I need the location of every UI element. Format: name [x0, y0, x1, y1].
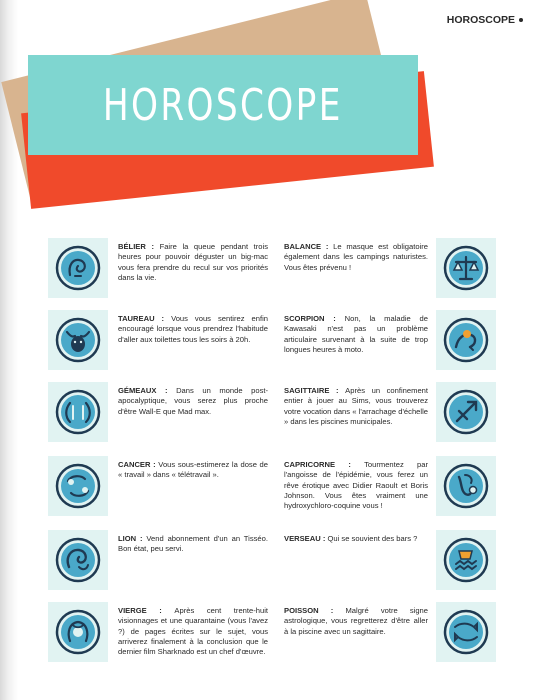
sign-text: Le masque est obligatoire également dans les campings naturistes. Vous êtes prévenu !: [284, 242, 428, 272]
sign-name: POISSON: [284, 606, 319, 615]
title-banner: [28, 55, 418, 155]
sign-name: SAGITTAIRE: [284, 386, 330, 395]
section-label-text: HOROSCOPE: [446, 14, 515, 26]
sign-vierge: VIERGE : Après cent trente-huit visionnages et une quarantaine (vous l'avez ?) de pages écrites sur le sujet, vous arriverez finalement à la conclusion que le dernier film Sharknado est un chef d'œuvre.: [48, 602, 268, 662]
cancer-icon: [48, 456, 108, 516]
capricorn-icon: [436, 456, 496, 516]
gemini-icon: [48, 382, 108, 442]
sign-name: CAPRICORNE: [284, 460, 336, 469]
sign-verseau: VERSEAU : Qui se souvient des bars ?: [284, 530, 496, 590]
sign-text: Non, la maladie de Kawasaki n'est pas un problème articulaire survenant à la suite de trop longues heures à moto.: [284, 314, 429, 354]
sign-text: Vend abonnement d'un an Tisséo. Bon état, peu servi.: [118, 534, 268, 554]
sign-sagittaire: SAGITTAIRE : Après un confinement entier à jouer au Sims, vous trouverez votre vocation dans « l'arrachage d'échelle » dans les piscines municipales.: [284, 382, 496, 442]
sign-capricorne: CAPRICORNE : Tourmentez par l'angoisse de l'épidémie, vous ferez un rêve érotique avec Didier Raoult et Boris Johnson. Vous êtes vraiment une hydroxychloro-coquine vous !: [284, 456, 496, 516]
sign-name: BALANCE: [284, 242, 322, 251]
bullet-dot-icon: [519, 18, 523, 22]
sign-belier: BÉLIER : Faire la queue pendant trois heures pour pouvoir déguster un big-mac vous fera prendre du recul sur vos priorités dans la vie.: [48, 238, 268, 298]
sign-name: VERSEAU: [284, 534, 321, 543]
sign-text: Vous sous-estimerez la dose de « travail » dans « télétravail ».: [118, 460, 269, 480]
sign-text: Tourmentez par l'angoisse de l'épidémie, vous ferez un rêve érotique avec Didier Raoult et Boris Johnson. Vous êtes vraiment une hydroxychloro-coquine vous !: [284, 460, 428, 511]
section-label: [447, 14, 523, 26]
sign-text: Faire la queue pendant trois heures pour pouvoir déguster un big-mac vous fera prendre du recul sur vos priorités dans la vie.: [118, 242, 269, 282]
virgo-icon: [48, 602, 108, 662]
sign-name: BÉLIER: [118, 242, 146, 251]
leo-icon: [48, 530, 108, 590]
sign-name: GÉMEAUX: [118, 386, 157, 395]
sign-taureau: TAUREAU : Vous vous sentirez enfin encouragé lorsque vous prendrez l'habitude d'aller aux toilettes tous les soirs à 20h.: [48, 310, 268, 370]
sign-text: Malgré votre signe astrologique, vous regretterez d'être aller à la piscine avec un sagittaire.: [284, 606, 429, 636]
sign-text: Dans un monde post-apocalyptique, vous serez plus proche d'être Wall-E que Mad max.: [118, 386, 269, 416]
libra-icon: [436, 238, 496, 298]
sign-name: LION: [118, 534, 137, 543]
sign-text: Après cent trente-huit visionnages et une quarantaine (vous l'avez ?) de pages écrites sur le sujet, vous arriverez finalement à la conclusion que le dernier film Sharknado est un chef d'œuvre.: [118, 606, 268, 657]
sign-name: SCORPION: [284, 314, 325, 323]
sign-text: Vous vous sentirez enfin encouragé lorsque vous prendrez l'habitude d'aller aux toilettes tous les soirs à 20h.: [118, 314, 268, 344]
sign-gemeaux: GÉMEAUX : Dans un monde post-apocalyptique, vous serez plus proche d'être Wall-E que Mad max.: [48, 382, 268, 442]
sign-name: VIERGE: [118, 606, 147, 615]
sign-cancer: CANCER : Vous sous-estimerez la dose de « travail » dans « télétravail ».: [48, 456, 268, 516]
aries-icon: [48, 238, 108, 298]
sign-text: Après un confinement entier à jouer au Sims, vous trouverez votre vocation dans « l'arrachage d'échelle » dans les piscines municipales.: [284, 386, 429, 426]
sign-poisson: POISSON : Malgré votre signe astrologique, vous regretterez d'être aller à la piscine avec un sagittaire.: [284, 602, 496, 662]
taurus-icon: [48, 310, 108, 370]
page-title: HOROSCOPE: [103, 79, 343, 131]
sign-balance: BALANCE : Le masque est obligatoire également dans les campings naturistes. Vous êtes prévenu !: [284, 238, 496, 298]
sign-scorpion: SCORPION : Non, la maladie de Kawasaki n'est pas un problème articulaire survenant à la suite de trop longues heures à moto.: [284, 310, 496, 370]
scorpio-icon: [436, 310, 496, 370]
sign-name: TAUREAU: [118, 314, 155, 323]
sagittarius-icon: [436, 382, 496, 442]
sign-lion: LION : Vend abonnement d'un an Tisséo. Bon état, peu servi.: [48, 530, 268, 590]
sign-name: CANCER: [118, 460, 151, 469]
sign-text: Qui se souvient des bars ?: [327, 534, 418, 543]
pisces-icon: [436, 602, 496, 662]
aquarius-icon: [436, 530, 496, 590]
